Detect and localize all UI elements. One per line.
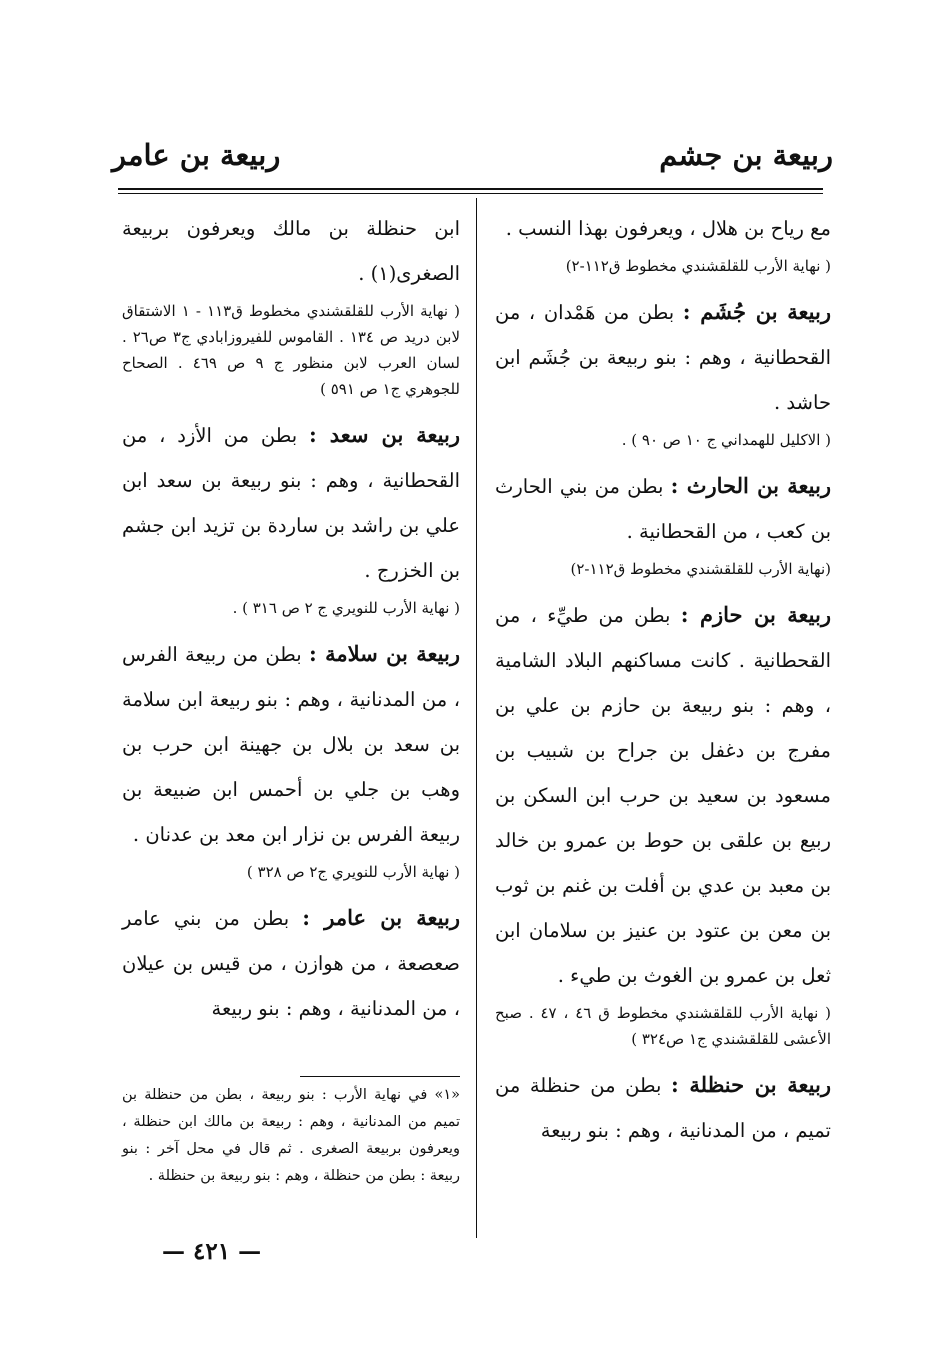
- column-divider: [476, 198, 477, 1238]
- footnote-rule: [300, 1076, 460, 1077]
- entry-heading: ربيعة بن سعد :: [309, 422, 460, 447]
- entry-rabia-hanzala: [495, 1062, 831, 1153]
- entry-heading: ربيعة بن سلامة :: [308, 641, 460, 666]
- left-column: [122, 206, 460, 1031]
- entry-rabia-salama: [122, 631, 460, 857]
- running-head-right: ربيعة بن جشم: [659, 138, 833, 172]
- reference-note: ( نهاية الأرب للنويري ج ٢ ص ٣١٦ ) .: [232, 599, 460, 617]
- reference-note: ( نهاية الأرب للنويري ج٢ ص ٣٢٨ ): [246, 863, 460, 881]
- continuation-text: ابن حنظلة بن مالك ويعرفون بربيعة الصغرى(١) .: [122, 217, 460, 285]
- footnote: «١» في نهاية الأرب : بنو ربيعة ، بطن من حنظلة بن تميم من المدنانية ، وهم : ربيعة بن مالك ابن حنظلة ، ويعرفون بربيعة الصغرى . ثم قال في محل آخر : بنو ربيعة : بطن من حنظلة ، وهم : بنو ربيعة بن حنظلة .: [122, 1087, 460, 1184]
- entry-heading: ربيعة بن جُشَم :: [682, 299, 831, 324]
- entry-heading: ربيعة بن حازم :: [680, 602, 831, 627]
- entry-rabia-jusham: [495, 289, 831, 425]
- entry-text: بطن من ربيعة الفرس ، من المدنانية ، وهم : بنو ربيعة ابن سلامة بن سعد بن بلال بن جهينة ابن حرب بن وهب بن جلي بن أحمس ابن ضبيعة بن ربيعة الفرس بن نزار ابن معد بن عدنان .: [122, 643, 460, 846]
- entry-heading: ربيعة بن حنظلة :: [670, 1072, 832, 1097]
- right-column: [495, 206, 831, 1153]
- reference-note: (نهاية الأرب للقلقشندي مخطوط ق١١٢-٢): [570, 560, 831, 578]
- reference-note: ( نهاية الأرب للقلقشندي مخطوط ق١١٢-٢): [565, 257, 831, 275]
- reference-note: ( نهاية الأرب للقلقشندي مخطوط ق١١٣ - ١ الاشتقاق لابن دريد ص ١٣٤ . القاموس للفيروزابادي ج٣ ص٢٦ . لسان العرب لابن منظور ج ٩ ص ٤٦٩ . الصحاح للجوهري ج١ ص ٥٩١ ): [122, 302, 460, 398]
- header-rule: [118, 188, 823, 190]
- reference-note: ( نهاية الأرب للقلقشندي مخطوط ق ٤٦ ، ٤٧ . صبح الأعشى للقلقشندي ج١ ص٣٢٤ ): [495, 1004, 832, 1048]
- entry-rabia-hazim: [495, 592, 831, 998]
- entry-heading: ربيعة بن الحارث :: [670, 473, 832, 498]
- page-number: — ٤٢١ —: [162, 1238, 262, 1265]
- continuation-text: مع رياح بن هلال ، ويعرفون بهذا النسب .: [505, 217, 831, 240]
- entry-rabia-saad: [122, 412, 460, 593]
- header-rule-thin: [118, 193, 823, 194]
- entry-text: بطن من الأزد ، من القحطانية ، وهم : بنو ربيعة بن سعد ابن علي بن راشد بن ساردة بن تزيد ابن جشم بن الخزرج .: [122, 424, 460, 582]
- entry-text: بطن من بني الحارث بن كعب ، من القحطانية .: [495, 475, 831, 543]
- entry-text: بطن من طيِّء ، من القحطانية . كانت مساكنهم البلاد الشامية ، وهم : بنو ربيعة بن حازم بن علي بن مفرج بن دغفل بن جراح بن شبيب بن مسعود بن سعيد بن حرب ابن السكن بن ربيع بن علقى بن حوط بن عمرو بن خالد بن معبد بن عدي بن أفلت بن غنم بن ثوب بن معن بن عتود بن عنيز بن سلامان ابن ثعل بن عمرو بن الغوث بن طيء .: [495, 604, 831, 987]
- entry-text: بطن من حنظلة من تميم ، من المدنانية ، وهم : بنو ربيعة: [495, 1074, 831, 1142]
- entry-text: بطن من بني عامر صعصعة ، من هوازن ، من قيس بن عيلان ، من المدنانية ، وهم : بنو ربيعة: [122, 907, 460, 1020]
- reference-note: ( الاكليل للهمداني ج ١٠ ص ٩٠ ) .: [621, 431, 831, 449]
- running-head-left: ربيعة بن عامر: [112, 138, 281, 172]
- entry-rabia-amir: [122, 895, 460, 1031]
- entry-rabia-harith: [495, 463, 831, 554]
- entry-heading: ربيعة بن عامر :: [302, 905, 460, 930]
- entry-text: بطن من هَمْدان ، من القحطانية ، وهم : بنو ربيعة بن جُشَم ابن حاشد .: [495, 301, 831, 414]
